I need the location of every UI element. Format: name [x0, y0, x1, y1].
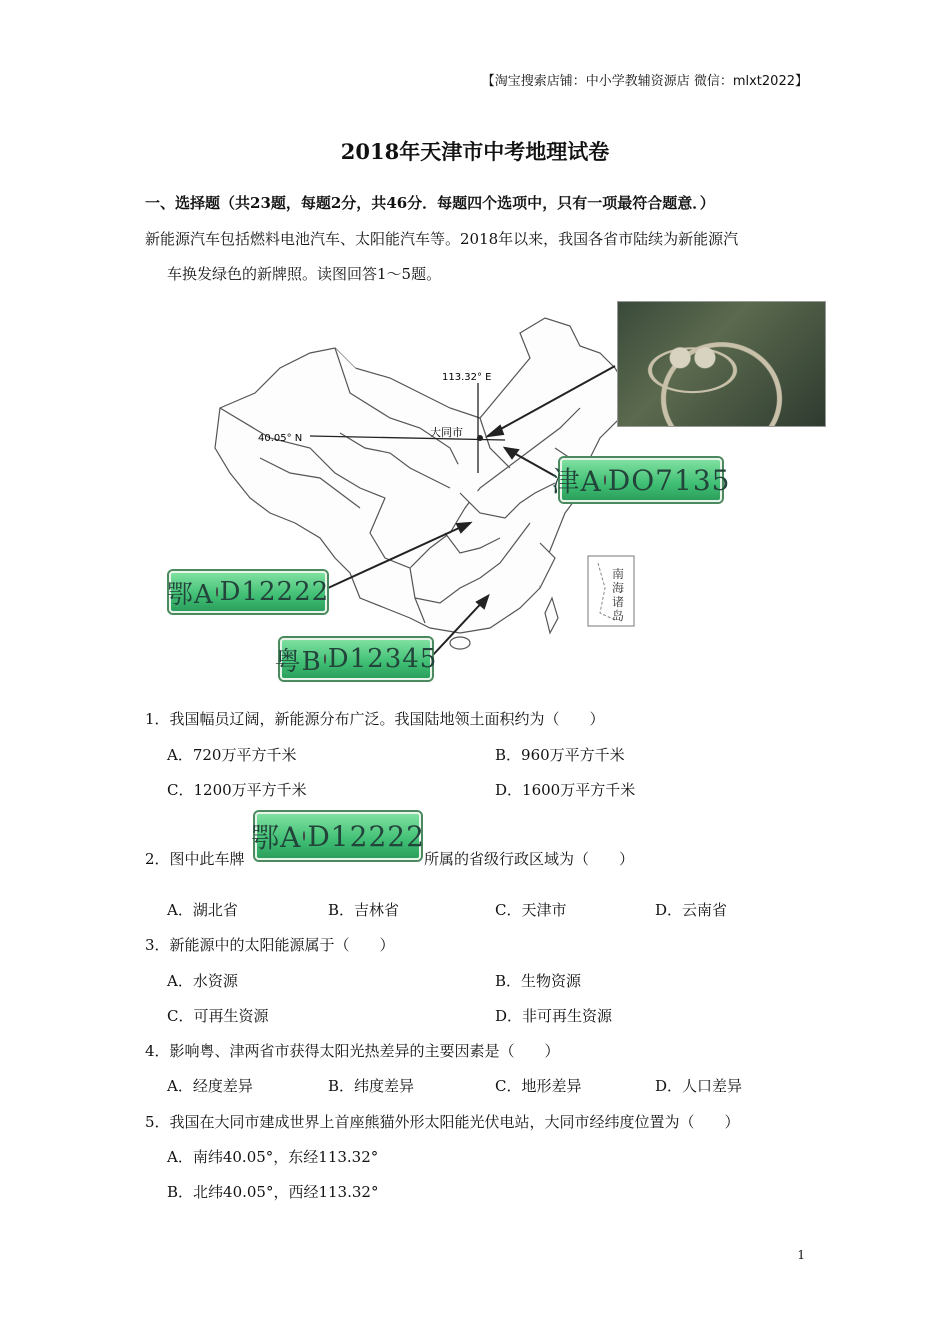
question-3-option-a: A．水资源 [167, 972, 238, 990]
q2-plate-number: D12222 [307, 819, 425, 853]
plate-tianjin [551, 458, 731, 502]
plate-tianjin-number: DO7135 [607, 463, 731, 497]
city-label: 大同市 [430, 426, 463, 439]
question-2-option-d: D．云南省 [655, 901, 728, 919]
question-1-stem: 1．我国幅员辽阔，新能源分布广泛。我国陆地领土面积约为（ ） [145, 710, 605, 728]
plate-dot-icon [303, 831, 305, 841]
question-4-option-d: D．人口差异 [655, 1077, 743, 1095]
question-1-option-b: B．960万平方千米 [495, 746, 625, 764]
plate-dot-icon [604, 475, 606, 485]
q2-plate-prefix: 鄂A [251, 821, 302, 854]
plate-guangdong [274, 638, 438, 680]
question-1-option-c: C．1200万平方千米 [167, 781, 307, 799]
plate-guangdong-number: D12345 [327, 644, 438, 674]
question-1-option-d: D．1600万平方千米 [495, 781, 636, 799]
header-note: 【淘宝搜索店铺：中小学教辅资源店 微信：mlxt2022】 [481, 74, 808, 89]
plate-dot-icon [324, 654, 326, 664]
plate-hubei-prefix: 鄂A [166, 579, 214, 610]
question-2-option-b: B．吉林省 [328, 901, 400, 919]
question-3-option-d: D．非可再生资源 [495, 1007, 613, 1025]
question-3-option-b: B．生物资源 [495, 972, 582, 990]
page-title: 2018年天津市中考地理试卷 [340, 139, 610, 164]
plate-hubei [166, 571, 330, 613]
intro-line-1: 新能源汽车包括燃料电池汽车、太阳能汽车等。2018年以来，我国各省市陆续为新能源汽 [145, 230, 739, 248]
plate-hubei-number: D12222 [219, 577, 330, 607]
longitude-label: 113.32° E [442, 372, 492, 383]
question-2-plate-image [251, 812, 425, 860]
question-5-option-b: B．北纬40.05°，西经113.32° [167, 1183, 379, 1201]
question-2-stem-end: 所属的省级行政区域为（ ） [424, 850, 635, 868]
question-4-option-b: B．纬度差异 [328, 1077, 415, 1095]
inset-label: 南海诸岛 [612, 567, 625, 623]
china-map-figure [160, 298, 830, 688]
plate-guangdong-prefix: 粤B [274, 646, 322, 677]
section-heading: 一、选择题（共23题，每题2分，共46分．每题四个选项中，只有一项最符合题意．） [145, 194, 715, 212]
question-1-option-a: A．720万平方千米 [167, 746, 297, 764]
question-2-option-a: A．湖北省 [167, 901, 238, 919]
question-4-stem: 4．影响粤、津两省市获得太阳光热差异的主要因素是（ ） [145, 1042, 560, 1060]
question-2-stem-start: 2．图中此车牌 [145, 850, 245, 868]
question-4-option-c: C．地形差异 [495, 1077, 582, 1095]
question-3-stem: 3．新能源中的太阳能源属于（ ） [145, 936, 395, 954]
question-5-stem: 5．我国在大同市建成世界上首座熊猫外形太阳能光伏电站，大同市经纬度位置为（ ） [145, 1113, 740, 1131]
latitude-label: 40.05° N [258, 433, 303, 444]
intro-line-2: 车换发绿色的新牌照。读图回答1～5题。 [167, 265, 442, 283]
question-3-option-c: C．可再生资源 [167, 1007, 269, 1025]
south-china-sea-inset [588, 556, 634, 626]
panda-solar-station-photo [617, 301, 826, 427]
question-2-option-c: C．天津市 [495, 901, 567, 919]
plate-tianjin-prefix: 津A [551, 465, 602, 498]
question-4-option-a: A．经度差异 [167, 1077, 253, 1095]
page-number: 1 [797, 1248, 805, 1262]
plate-dot-icon [216, 587, 218, 597]
question-5-option-a: A．南纬40.05°，东经113.32° [167, 1148, 379, 1166]
